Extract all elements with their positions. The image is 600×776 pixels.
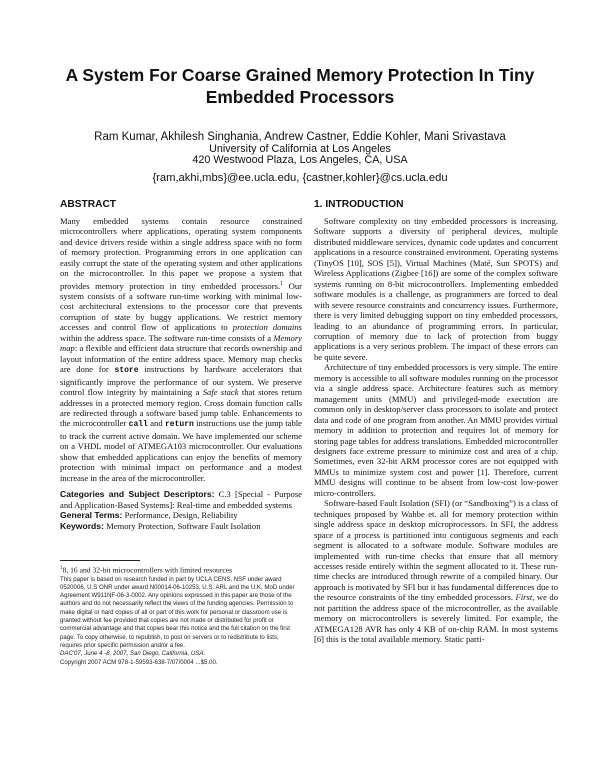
code-call: call — [128, 420, 148, 430]
footnote-divider — [60, 560, 140, 561]
copyright-notice: This paper is based on research funded in part by UCLA CENS, NSF under award 0520006, U.S ONR under award N00014-06-10253, U.S. ARL and the U.K. MoD under Agreement W911NF-06-3-0002. Any opinions expressed in this paper are those of the authors and do not necessarily reflect the views of the funding agencies. Permission to make digital or hard copies of all or part of this work for personal or classroom use is granted without fee provided that copies are not made or distributed for profit or commercial advantage and that copies bear this notice and the full citation on the first page. To copy otherwise, to republish, to post on servers or to redistribute to lists, requires prior specific permission and/or a fee. — [60, 575, 295, 649]
intro-heading: 1. INTRODUCTION — [314, 199, 404, 210]
intro-paragraph-1: Software complexity on tiny embedded processors is increasing. Software supports a diversity of peripheral devices, multiple distributed middleware services, dynamic code updates and concurrent applications in a resource constrained environment. Operating systems (TinyOS [10], SOS [5]), Virtual Machines (Maté, Sun SPOTS) and Wireless Applications (Zigbee [16]) are some of the complex software systems running on 8-bit microcontrollers. Implementing embedded software modules is a challenge, as programmers are forced to deal with severe resource constraints and concurrency issues. Furthermore, there is very limited debugging support on tiny embedded processors, leading to an abundance of programming errors. In particular, corruption of memory due to lack of protection from buggy applications is a very serious problem. The impact of these errors can be quite severe. — [314, 216, 558, 362]
author-address: 420 Westwood Plaza, Los Angeles, CA, USA — [192, 154, 408, 166]
conference-line: DAC'07, June 4 -8, 2007, San Diego, California, USA. — [60, 650, 206, 658]
abstract-heading: ABSTRACT — [60, 199, 117, 210]
footnote-1: $^1$8, 16 and 32-bit microcontrollers with limited resources — [60, 565, 233, 575]
keywords: Keywords: Memory Protection, Software Fault Isolation — [60, 520, 261, 531]
right-column — [314, 198, 558, 645]
author-emails: {ram,akhi,mbs}@ee.ucla.edu, {castner,kohler}@cs.ucla.edu — [152, 172, 448, 184]
code-store: store — [114, 366, 139, 376]
acm-copyright: Copyright 2007 ACM 978-1-59593-638-7/07/0004 ...$5.00. — [60, 658, 218, 666]
general-terms: General Terms: Performance, Design, Reliability — [60, 510, 238, 521]
categories: Categories and Subject Descriptors: C.3 [Special - Purpose and Application-Based Systems]: Real-time and embedded systems — [60, 489, 302, 510]
author-affiliation: University of California at Los Angeles — [209, 143, 391, 155]
paper-title: A System For Coarse Grained Memory Protection In Tiny Embedded Processors — [65, 65, 535, 107]
author-names: Ram Kumar, Akhilesh Singhania, Andrew Castner, Eddie Kohler, Mani Srivastava — [94, 131, 506, 143]
footnote-ref: 1 — [280, 280, 284, 287]
intro-paragraph-2: Architecture of tiny embedded processors is very simple. The entire memory is accessible to all software modules running on the processor via a single address space. Architecture features such as memory management units (MMU) and privileged-mode execution are common only in desktop/server class processors to isolate and protect data and code of one program from another. An MMU provides virtual memory in addition to protection and requires lot of memory for storing page tables for address translations. Embedded microcontroller designers face extreme pressure to minimize cost and area of a chip. Sometimes, even 32-bit ARM processor cores are not equipped with MMUs to minimize system cost and power [1]. Therefore, current MMU designs will continue to be absent from low-cost low-power micro-controllers. — [314, 362, 558, 498]
footnote-block — [60, 564, 302, 667]
intro-paragraph-3: Software-based Fault Isolation (SFI) (or “Sandboxing”) is a class of techniques proposed by Wahbe et. all for memory protection within single address space in desktop microprocessors. In SFI, the address space of a process is partitioned into contiguous segments and each segment is allocated to a software module. Software modules are implemented with run-time checks that ensure that all memory accesses reside entirely within the segment allocated to it. These run-time checks are introduced through rewrite of a compiled binary. Our approach is motivated by SFI but it has fundamental differences due to the resource constraints of the tiny embedded processors. First, we do not partition the address space of the microcontroller, as the available memory on microcontrollers is severely limited. For example, the ATMEGA128 AVR has only 4 KB of on-chip RAM. In most systems [6] this is the total available memory. Static parti- — [314, 498, 558, 645]
left-column — [60, 198, 302, 531]
author-block — [40, 132, 560, 184]
abstract-text: Many embedded systems contain resource constrained microcontrollers where applications, operating system components and device drivers reside within a single address space with no form of memory protection. Programming errors in one application can easily corrupt the state of the operating system and other applications on the microcontroller. In this paper we propose a system that provides memory protection in tiny embedded processors.$^1$ Our system consists of a software run-time working with minimal low-cost architectural extensions to the processor core that prevents corruption of state by buggy applications. We restrict memory accesses and control flow of applications to protection domains within the address space. The software run-time consists of a Memory map: a flexible and efficient data structure that records ownership and layout information of the entire address space. Memory map checks are done for store instructions by hardware accelerators that significantly improve the performance of our system. We preserve control flow integrity by maintaining a Safe stack that stores return addresses in a protected memory region. Cross domain function calls are redirected through a software based jump table. Enhancements to the microcontroller call and return instructions use the jump table to track the current active domain. We have implemented our scheme on a VHDL model of ATMEGA103 microcontroller. Our evaluations show that embedded applications can enjoy the benefits of memory protection with minimal impact on performance and a modest increase in the area of the microcontroller. — [60, 216, 303, 483]
code-return: return — [164, 420, 194, 430]
